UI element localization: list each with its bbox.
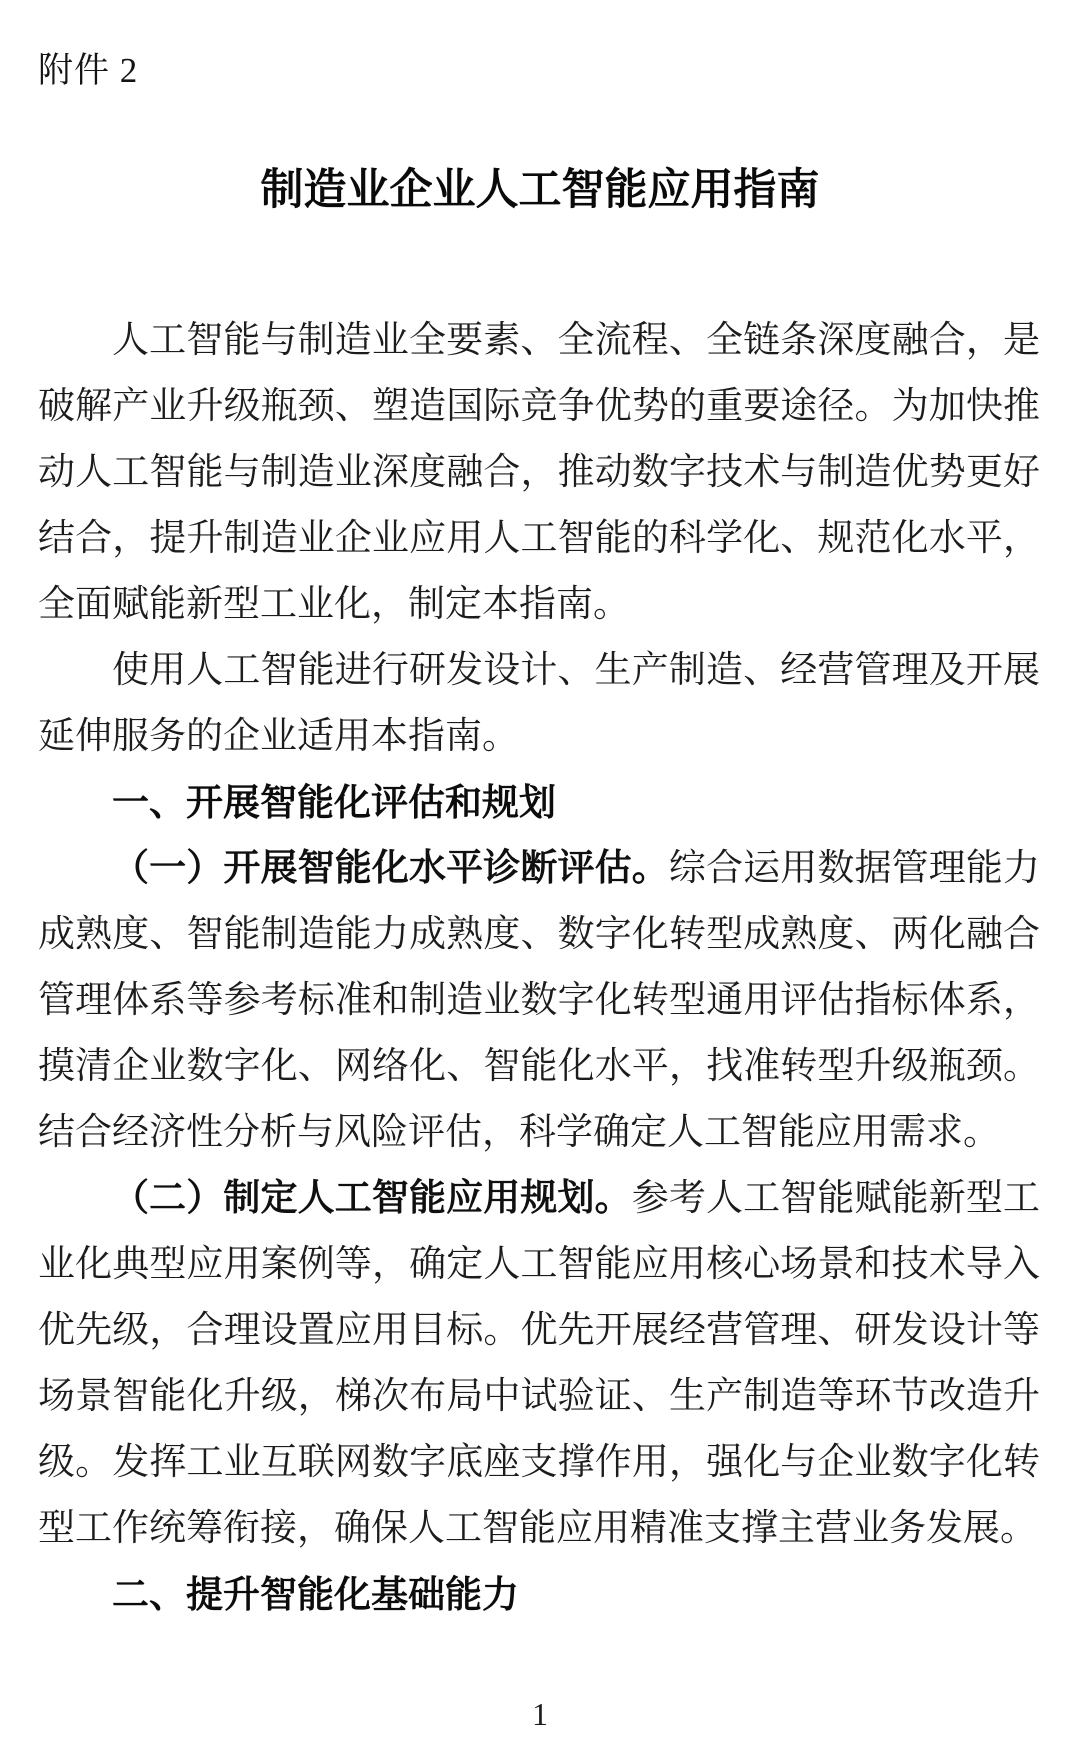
section-heading-1: 一、开展智能化评估和规划 — [112, 782, 556, 823]
body-paragraph — [38, 1166, 1040, 1562]
clause-text: 参考人工智能赋能新型工业化典型应用案例等，确定人工智能应用核心场景和技术导入优先级，合理设置应用目标。优先开展经营管理、研发设计等场景智能化升级，梯次布局中试验证、生产制造等环节改造升级。发挥工业互联网数字底座支撑作用，强化与企业数字化转型工作统筹衔接，确保人工智能应用精准支撑主营业务发展。 — [38, 1178, 1040, 1549]
clause-text: 综合运用数据管理能力成熟度、智能制造能力成熟度、数字化转型成熟度、两化融合管理体系等参考标准和制造业数字化转型通用评估指标体系，摸清企业数字化、网络化、智能化水平，找准转型升级瓶颈。结合经济性分析与风险评估，科学确定人工智能应用需求。 — [38, 848, 1040, 1153]
body-paragraph — [38, 836, 1040, 1166]
body-paragraph: 使用人工智能进行研发设计、生产制造、经营管理及开展延伸服务的企业适用本指南。 — [38, 650, 1040, 757]
document-body — [38, 308, 1040, 1628]
page-number: 1 — [532, 1696, 548, 1732]
clause-heading-1: （一）开展智能化水平诊断评估。 — [112, 848, 669, 889]
page-title: 制造业企业人工智能应用指南 — [260, 167, 820, 214]
section-heading-2: 二、提升智能化基础能力 — [112, 1574, 519, 1615]
clause-heading-2: （二）制定人工智能应用规划。 — [112, 1178, 632, 1219]
attachment-label: 附件 2 — [38, 51, 139, 90]
body-paragraph: 人工智能与制造业全要素、全流程、全链条深度融合，是破解产业升级瓶颈、塑造国际竞争优势的重要途径。为加快推动人工智能与制造业深度融合，推动数字技术与制造优势更好结合，提升制造业企业应用人工智能的科学化、规范化水平，全面赋能新型工业化，制定本指南。 — [38, 320, 1040, 625]
